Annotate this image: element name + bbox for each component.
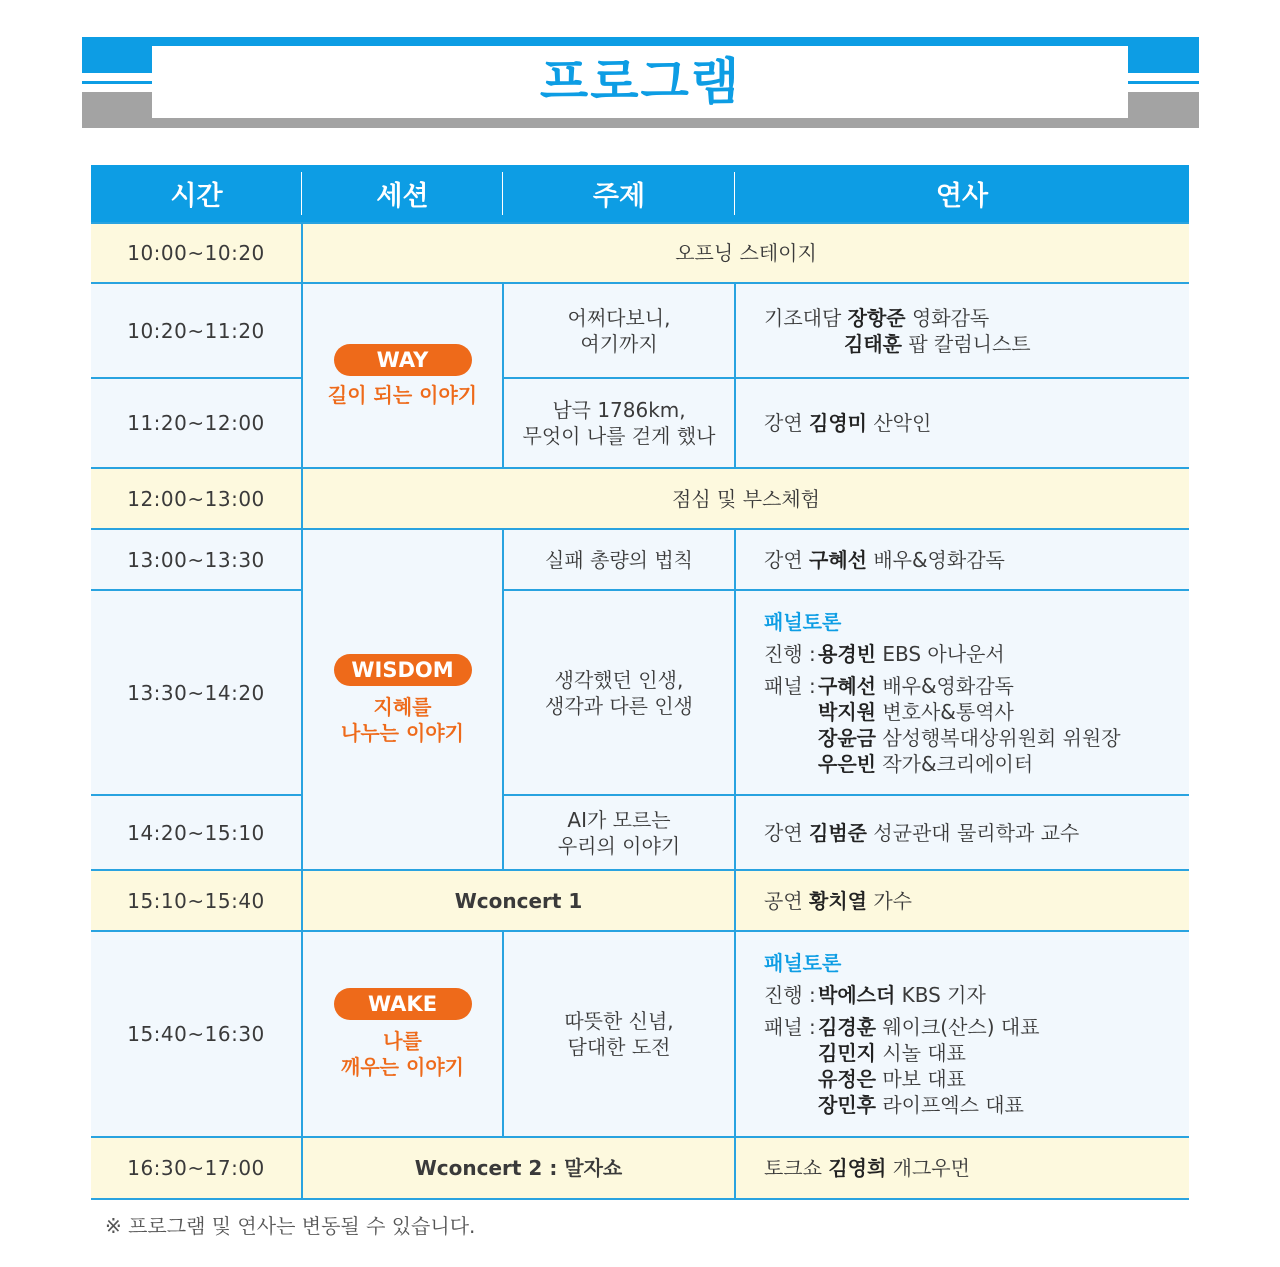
session-wisdom-cell [302,529,503,870]
panel-heading: 패널토론 [764,609,842,634]
time-cell: 15:10~15:40 [91,870,302,931]
header-session: 세션 [302,165,503,223]
session-subtitle: 길이 되는 이야기 [327,382,478,407]
table-row [91,795,1189,870]
time-cell: 12:00~13:00 [91,468,302,529]
panel-speaker-cell: 패널토론 진행 : 용경빈 EBS 아나운서 패널 : 구혜선 배우&영화감독 박지원 변호사&통역사 장윤금 삼성행복대상위원회 위원장 우은빈 작가&크리에이터 [735,590,1189,795]
program-table [91,165,1189,1200]
topic-cell: 남극 1786km, 무엇이 나를 걷게 했나 [503,378,735,468]
speaker-cell: 공연 황치열 가수 [735,870,1189,931]
table-row [91,283,1189,378]
topic-cell: 생각했던 인생, 생각과 다른 인생 [503,590,735,795]
table-row [91,1137,1189,1199]
table-row [91,468,1189,529]
table-row [91,529,1189,590]
time-cell: 14:20~15:10 [91,795,302,870]
topic-cell: 어쩌다보니, 여기까지 [503,283,735,378]
concert-cell: Wconcert 1 [302,870,735,931]
panel-speaker-cell: 패널토론 진행 : 박에스더 KBS 기자 패널 : 김경훈 웨이크(산스) 대표 김민지 시놀 대표 유정은 마보 대표 장민후 라이프엑스 대표 [735,931,1189,1137]
session-wake-cell [302,931,503,1137]
table-row [91,931,1189,1137]
time-cell: 16:30~17:00 [91,1137,302,1199]
topic-cell: 따뜻한 신념, 담대한 도전 [503,931,735,1137]
table-row [91,590,1189,795]
opening-stage-cell: 오프닝 스테이지 [302,223,1189,283]
time-cell: 11:20~12:00 [91,378,302,468]
table-row [91,378,1189,468]
page-title: 프로그램 [539,53,742,111]
session-way-cell [302,283,503,468]
table-row [91,223,1189,283]
time-cell: 10:00~10:20 [91,223,302,283]
time-cell: 13:30~14:20 [91,590,302,795]
header-topic: 주제 [503,165,735,223]
title-banner [82,37,1199,128]
time-cell: 15:40~16:30 [91,931,302,1137]
speaker-cell: 토크쇼 김영희 개그우먼 [735,1137,1189,1199]
speaker-cell: 강연 김범준 성균관대 물리학과 교수 [735,795,1189,870]
time-cell: 10:20~11:20 [91,283,302,378]
table-row [91,870,1189,931]
session-subtitle: 나를 깨우는 이야기 [341,1029,464,1079]
header-speaker: 연사 [735,165,1189,223]
lunch-cell: 점심 및 부스체험 [302,468,1189,529]
panel-heading: 패널토론 [764,951,842,975]
session-badge-wisdom: WISDOM [334,654,472,686]
footnote: ※ 프로그램 및 연사는 변동될 수 있습니다. [105,1214,476,1238]
time-cell: 13:00~13:30 [91,529,302,590]
session-badge-wake: WAKE [334,988,472,1020]
topic-cell: AI가 모르는 우리의 이야기 [503,795,735,870]
header-time: 시간 [91,165,302,223]
speaker-cell: 기조대담 장항준 영화감독 김태훈 팝 칼럼니스트 [735,283,1189,378]
session-subtitle: 지혜를 나누는 이야기 [341,694,464,745]
speaker-cell: 강연 구혜선 배우&영화감독 [735,529,1189,590]
table-header-row [91,165,1189,223]
session-badge-way: WAY [334,344,472,376]
topic-cell: 실패 총량의 법칙 [503,529,735,590]
concert-cell: Wconcert 2 : 말자쇼 [302,1137,735,1199]
speaker-cell: 강연 김영미 산악인 [735,378,1189,468]
